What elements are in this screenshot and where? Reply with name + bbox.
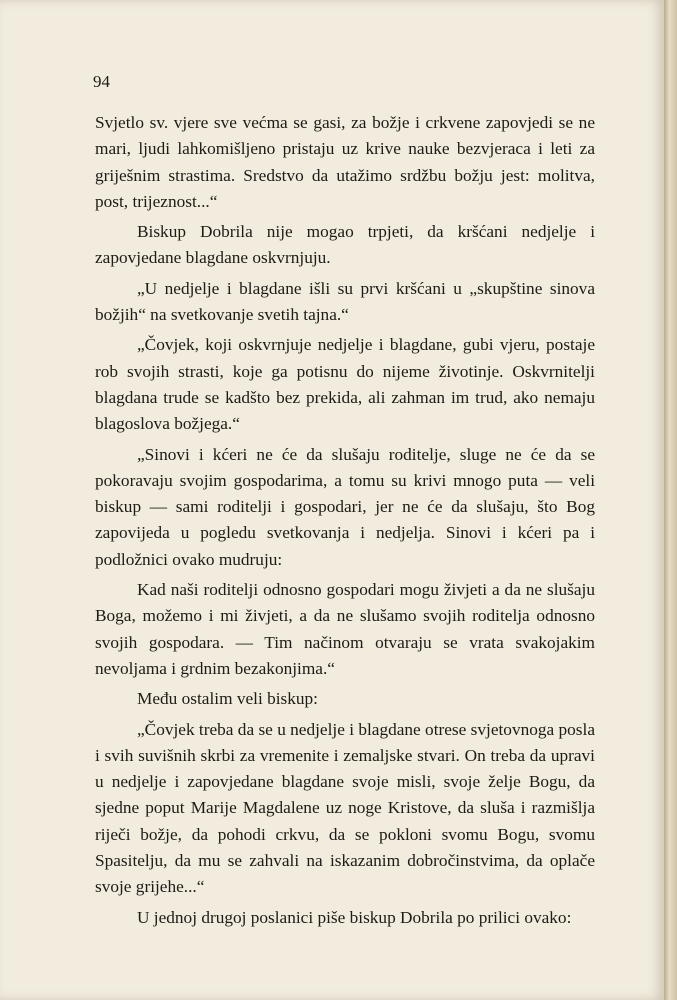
body-text <box>95 110 595 931</box>
page-number: 94 <box>93 72 110 91</box>
paragraph-5: „Sinovi i kćeri ne će da slušaju roditelje, sluge ne će da se pokoravaju svojim gospodarima, a tomu su krivi mnogo puta — veli biskup — sami roditelji i gospodari, jer ne će da slušaju, što Bog zapovijeda u pogledu svetkovanja i nedjelja. Sinovi i kćeri pa i podložnici ovako mudruju: <box>95 444 595 569</box>
paragraph-4: „Čovjek, koji oskvrnjuje nedjelje i blagdane, gubi vjeru, postaje rob svojih strasti, koje ga potisnu do nijeme životinje. Oskvrnitelji blagdana trude se kadšto bez prekida, ali zahman im trud, ako nemaju blagoslova božjega.“ <box>95 335 595 434</box>
page-edge <box>664 0 677 1000</box>
paragraph-8: „Čovjek treba da se u nedjelje i blagdane otrese svjetovnoga posla i svih suvišnih skrbi za vremenite i zemaljske stvari. On treba da upravi u nedjelje i zapovjedane blagdane svoje misli, svoje želje Bogu, da sjedne poput Marije Magdalene uz noge Kristove, da sluša i razmišlja riječi božje, da pohodi crkvu, da se pokloni svomu Bogu, svomu Spasitelju, da mu se zahvali na iskazanim dobročinstvima, da oplače svoje grijehe...“ <box>95 719 595 897</box>
paragraph-7: Među ostalim veli biskup: <box>137 689 318 709</box>
paragraph-3: „U nedjelje i blagdane išli su prvi kršćani u „skupštine sinova božjih“ na svetkovanje svetih tajna.“ <box>95 278 595 325</box>
paragraph-2: Biskup Dobrila nije mogao trpjeti, da kršćani nedjelje i zapovjedane blagdane oskvrnjuju. <box>95 222 595 268</box>
paragraph-1: Svjetlo sv. vjere sve većma se gasi, za božje i crkvene zapovjedi se ne mari, ljudi lahkomišljeno pristaju uz krive nauke bezvjeraca i leti za griješnim strastima. Sredstvo da utažimo srdžbu božju jest: molitva, post, trijeznost...“ <box>95 113 595 211</box>
paragraph-9: U jednoj drugoj poslanici piše biskup Dobrila po prilici ovako: <box>137 907 572 927</box>
paragraph-6: Kad naši roditelji odnosno gospodari mogu živjeti a da ne slušaju Boga, možemo i mi živjeti, a da ne slušamo svojih roditelja odnosno svojih gospodara. — Tim načinom otvaraju se vrata svakojakim nevoljama i grdnim bezakonjima.“ <box>95 580 595 678</box>
